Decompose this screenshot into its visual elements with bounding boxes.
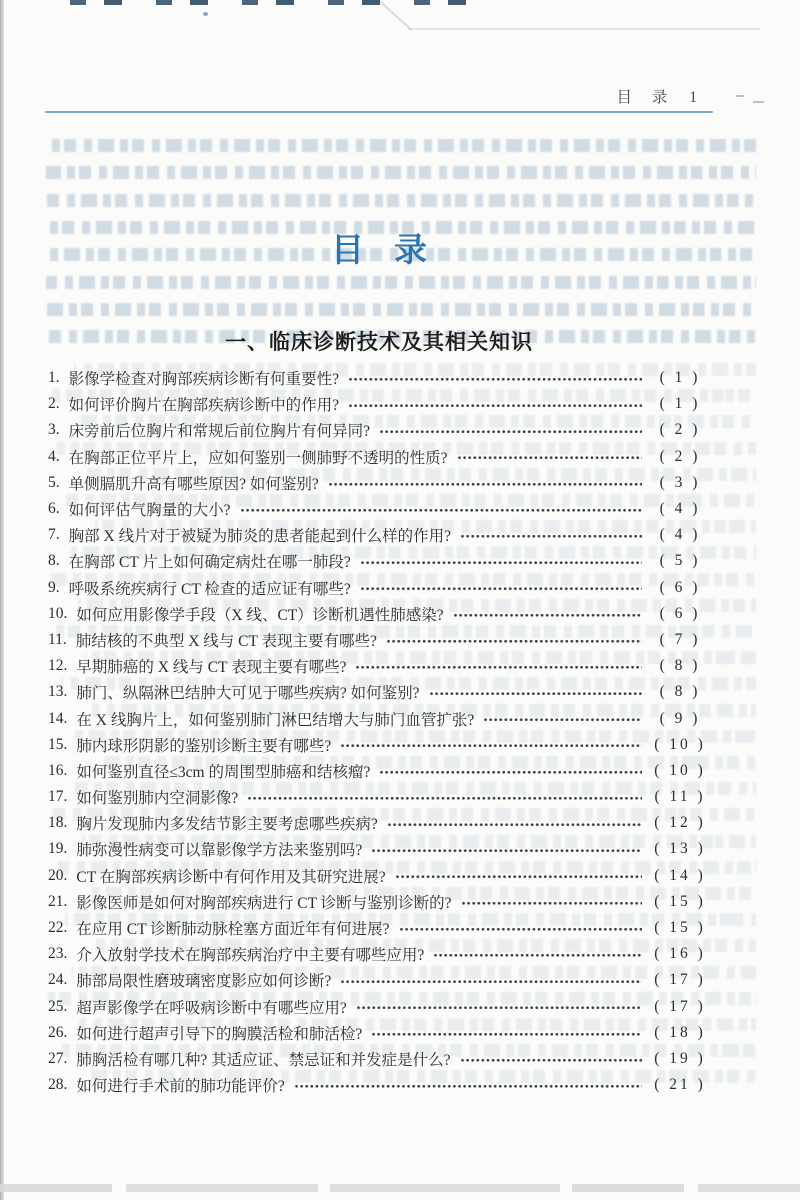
section-heading: 一、临床诊断技术及其相关知识: [225, 331, 533, 354]
toc-item-number: 17.: [48, 788, 68, 806]
dot-leader: [348, 397, 642, 413]
toc-item-number: 15.: [48, 735, 68, 753]
toc-item: [45, 653, 713, 679]
running-header: [45, 85, 713, 107]
toc-item-page-number: ( 1 ): [659, 369, 701, 387]
toc-item-page-number: ( 9 ): [659, 709, 701, 727]
page-title-char: 录: [394, 231, 427, 268]
toc-item-page-number: ( 7 ): [659, 630, 701, 648]
toc-item-number: 6.: [48, 500, 60, 518]
toc-item-page-number: ( 21 ): [654, 1076, 706, 1094]
toc-item-title: CT 在胸部疾病诊断中有何作用及其研究进展?: [76, 868, 386, 886]
toc-item-page-number: ( 3 ): [659, 473, 701, 491]
toc-item: [45, 1046, 713, 1072]
toc-item: [45, 810, 713, 836]
toc-item-page-number: ( 15 ): [654, 919, 706, 937]
toc-item: [45, 575, 713, 601]
dot-leader: [360, 580, 642, 596]
toc-item-page-number: ( 2 ): [659, 447, 701, 465]
toc-item-title: 影像学检查对胸部疾病诊断有何重要性?: [68, 371, 340, 389]
toc-item: [45, 1020, 713, 1046]
toc-item-number: 25.: [48, 997, 68, 1015]
toc-item-number: 10.: [48, 604, 68, 622]
toc-item: [45, 732, 713, 758]
toc-item-page-number: ( 16 ): [654, 945, 706, 963]
toc-item-title: 如何评估气胸量的大小?: [68, 502, 231, 520]
toc-item-page-number: ( 6 ): [659, 604, 701, 622]
toc-item: [45, 522, 713, 548]
toc-item: [45, 758, 713, 784]
dot-leader: [386, 632, 642, 648]
toc-item-page-number: ( 10 ): [654, 761, 706, 779]
dot-leader: [395, 868, 642, 884]
header-rule: [45, 111, 713, 113]
page-title: [45, 224, 713, 271]
toc-item-number: 12.: [48, 657, 68, 675]
toc-item: [45, 836, 713, 862]
page-left-edge-artifact: [0, 0, 4, 1200]
toc-item-number: 13.: [48, 683, 68, 701]
dot-leader: [460, 527, 642, 543]
toc-item: [45, 941, 713, 967]
toc-item-page-number: ( 15 ): [654, 892, 706, 910]
toc-item-page-number: ( 6 ): [659, 578, 701, 596]
toc-item-number: 4.: [48, 447, 60, 465]
toc-item-number: 11.: [48, 630, 67, 648]
dot-leader: [457, 449, 642, 465]
toc-item: [45, 601, 713, 627]
page-bottom-edge-artifact: [0, 1184, 800, 1192]
dot-leader: [340, 737, 642, 753]
toc-item-number: 18.: [48, 814, 68, 832]
dot-leader: [379, 423, 642, 439]
toc-item: [45, 784, 713, 810]
toc-item-number: 28.: [48, 1076, 68, 1094]
dot-leader: [355, 658, 642, 674]
toc-item-title: 肺门、纵隔淋巴结肿大可见于哪些疾病? 如何鉴别?: [76, 685, 420, 703]
toc-item-page-number: ( 13 ): [654, 840, 706, 858]
toc-item: [45, 889, 713, 915]
toc-item-page-number: ( 11 ): [654, 788, 706, 806]
toc-item: [45, 391, 713, 417]
dot-leader: [483, 711, 642, 727]
toc-item-title: 在应用 CT 诊断肺动脉栓塞方面近年有何进展?: [76, 921, 390, 939]
toc-item: [45, 627, 713, 653]
toc-item-page-number: ( 4 ): [659, 526, 701, 544]
toc-item-number: 24.: [48, 971, 68, 989]
toc-item-title: 在胸部正位平片上，应如何鉴别一侧肺野不透明的性质?: [68, 449, 448, 467]
toc-item-title: 肺内球形阴影的鉴别诊断主要有哪些?: [76, 737, 332, 755]
toc-item-number: 2.: [48, 395, 60, 413]
toc-item-title: 胸片发现肺内多发结节影主要考虑哪些疾病?: [76, 816, 378, 834]
toc-item-page-number: ( 17 ): [654, 997, 706, 1015]
dot-leader: [247, 789, 642, 805]
toc-item-page-number: ( 1 ): [659, 395, 701, 413]
toc-item-title: 单侧膈肌升高有哪些原因? 如何鉴别?: [68, 475, 319, 493]
dot-leader: [460, 1051, 642, 1067]
toc-item-title: 如何鉴别直径≤3cm 的周围型肺癌和结核瘤?: [76, 763, 371, 781]
dot-leader: [379, 763, 642, 779]
dot-leader: [453, 606, 642, 622]
toc-item-number: 16.: [48, 761, 68, 779]
toc-item-page-number: ( 19 ): [654, 1049, 706, 1067]
toc-item: [45, 1072, 713, 1098]
dot-leader: [399, 920, 642, 936]
toc-item: [45, 994, 713, 1020]
toc-item: [45, 548, 713, 574]
running-header-page-number: 1: [689, 89, 697, 106]
toc-item: [45, 863, 713, 889]
toc-item-page-number: ( 2 ): [659, 421, 701, 439]
toc-item-number: 20.: [48, 866, 68, 884]
toc-item-title: 如何应用影像学手段（X 线、CT）诊断机遇性肺感染?: [76, 606, 444, 624]
toc-item-title: 如何进行手术前的肺功能评价?: [76, 1078, 285, 1096]
toc-item-number: 26.: [48, 1023, 68, 1041]
toc-item-title: 在胸部 CT 片上如何确定病灶在哪一肺段?: [68, 554, 351, 572]
dot-leader: [360, 554, 642, 570]
dot-leader: [328, 475, 642, 491]
toc-item-page-number: ( 12 ): [654, 814, 706, 832]
toc-item-number: 8.: [48, 552, 60, 570]
toc-item-page-number: ( 4 ): [659, 500, 701, 518]
toc-item-title: 如何评价胸片在胸部疾病诊断中的作用?: [68, 397, 340, 415]
toc-item-page-number: ( 8 ): [659, 657, 701, 675]
toc-item: [45, 915, 713, 941]
toc-list: [45, 365, 713, 1098]
page-title-char: 目: [331, 231, 364, 268]
toc-item-title: 早期肺癌的 X 线与 CT 表现主要有哪些?: [76, 659, 347, 677]
page-content: [45, 0, 713, 1200]
toc-item: [45, 444, 713, 470]
toc-item-title: 如何进行超声引导下的胸膜活检和肺活检?: [76, 1025, 363, 1043]
dot-leader: [387, 816, 642, 832]
scan-speck: [736, 95, 744, 97]
toc-item-title: 床旁前后位胸片和常规后前位胸片有何异同?: [68, 423, 371, 441]
toc-item-number: 1.: [48, 369, 60, 387]
toc-item-number: 9.: [48, 578, 60, 596]
toc-item-page-number: ( 14 ): [654, 866, 706, 884]
toc-item-number: 7.: [48, 526, 60, 544]
toc-item: [45, 679, 713, 705]
dot-leader: [356, 999, 642, 1015]
toc-item-number: 3.: [48, 421, 60, 439]
toc-item-number: 21.: [48, 892, 68, 910]
dot-leader: [348, 370, 642, 386]
toc-item: [45, 496, 713, 522]
dot-leader: [294, 1077, 642, 1093]
toc-item-number: 19.: [48, 840, 68, 858]
toc-item: [45, 470, 713, 496]
toc-item-number: 5.: [48, 473, 60, 491]
dot-leader: [371, 1025, 642, 1041]
dot-leader: [429, 685, 642, 701]
dot-leader: [433, 946, 642, 962]
scan-speck: [753, 101, 764, 103]
dot-leader: [340, 973, 642, 989]
scan-speck: [203, 12, 208, 16]
toc-item-number: 27.: [48, 1049, 68, 1067]
toc-item-title: 肺弥漫性病变可以靠影像学方法来鉴别吗?: [76, 842, 363, 860]
toc-item: [45, 365, 713, 391]
toc-item-page-number: ( 18 ): [654, 1023, 706, 1041]
toc-item-title: 肺结核的不典型 X 线与 CT 表现主要有哪些?: [75, 632, 377, 650]
toc-item-page-number: ( 17 ): [654, 971, 706, 989]
toc-item-title: 肺部局限性磨玻璃密度影应如何诊断?: [76, 973, 332, 991]
dot-leader: [240, 501, 642, 517]
toc-item: [45, 705, 713, 731]
dot-leader: [461, 894, 642, 910]
toc-item-title: 超声影像学在呼吸病诊断中有哪些应用?: [76, 999, 347, 1017]
toc-item-title: 胸部 X 线片对于被疑为肺炎的患者能起到什么样的作用?: [68, 528, 451, 546]
toc-item-number: 14.: [48, 709, 68, 727]
running-header-title: 目 录: [616, 89, 676, 106]
toc-item-title: 如何鉴别肺内空洞影像?: [76, 790, 239, 808]
toc-item-page-number: ( 5 ): [659, 552, 701, 570]
toc-item-page-number: ( 10 ): [654, 735, 706, 753]
toc-item-title: 肺胸活检有哪几种? 其适应证、禁忌证和并发症是什么?: [76, 1051, 451, 1069]
toc-item-number: 22.: [48, 919, 68, 937]
toc-item-page-number: ( 8 ): [659, 683, 701, 701]
toc-item-title: 在 X 线胸片上，如何鉴别肺门淋巴结增大与肺门血管扩张?: [76, 711, 475, 729]
toc-item-number: 23.: [48, 945, 68, 963]
dot-leader: [371, 842, 642, 858]
toc-item-title: 影像医师是如何对胸部疾病进行 CT 诊断与鉴别诊断的?: [76, 894, 452, 912]
toc-item: [45, 417, 713, 443]
toc-item: [45, 967, 713, 993]
toc-item-title: 呼吸系统疾病行 CT 检查的适应证有哪些?: [68, 580, 351, 598]
toc-item-title: 介入放射学技术在胸部疾病治疗中主要有哪些应用?: [76, 947, 425, 965]
page-top-edge-artifact: [70, 0, 478, 5]
